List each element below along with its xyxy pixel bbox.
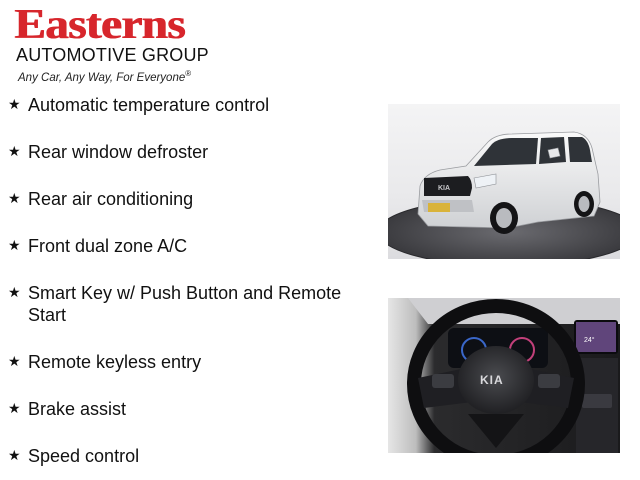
feature-item — [8, 398, 126, 420]
feature-label: Automatic temperature control — [28, 95, 270, 115]
star-icon: ★ — [8, 190, 21, 206]
feature-label: Brake assist — [28, 399, 127, 419]
star-icon: ★ — [8, 96, 21, 112]
feature-item — [8, 188, 193, 210]
star-icon: ★ — [8, 284, 21, 300]
logo-tagline — [18, 67, 191, 85]
interior-badge: KIA — [480, 373, 504, 387]
feature-label: Rear window defroster — [28, 142, 209, 162]
feature-item — [8, 445, 139, 467]
star-icon: ★ — [8, 143, 21, 159]
feature-item — [8, 141, 208, 163]
logo-tagline-text: Any Car, Any Way, For Everyone — [18, 71, 186, 84]
feature-label: Front dual zone A/C — [28, 236, 188, 256]
feature-item — [8, 351, 201, 373]
exterior-photo — [388, 104, 620, 259]
star-icon: ★ — [8, 447, 21, 463]
star-icon: ★ — [8, 400, 21, 416]
interior-photo — [388, 298, 620, 453]
dealer-logo — [14, 2, 219, 84]
feature-item — [8, 282, 368, 326]
feature-label: Rear air conditioning — [28, 189, 194, 209]
feature-item — [8, 94, 269, 116]
steering-wheel-illustration — [388, 298, 620, 453]
exterior-badge: KIA — [438, 185, 451, 192]
feature-label: Smart Key w/ Push Button and Remote Start — [28, 283, 342, 325]
feature-label: Remote keyless entry — [28, 352, 202, 372]
registered-mark: ® — [185, 69, 192, 78]
logo-brand-text: Easterns — [14, 2, 185, 48]
star-icon: ★ — [8, 237, 21, 253]
suv-illustration — [388, 104, 620, 259]
screen-text: 24° — [584, 337, 595, 344]
feature-label: Speed control — [28, 446, 140, 466]
logo-group-text: AUTOMOTIVE GROUP — [16, 45, 209, 65]
star-icon: ★ — [8, 353, 21, 369]
feature-item — [8, 235, 187, 257]
